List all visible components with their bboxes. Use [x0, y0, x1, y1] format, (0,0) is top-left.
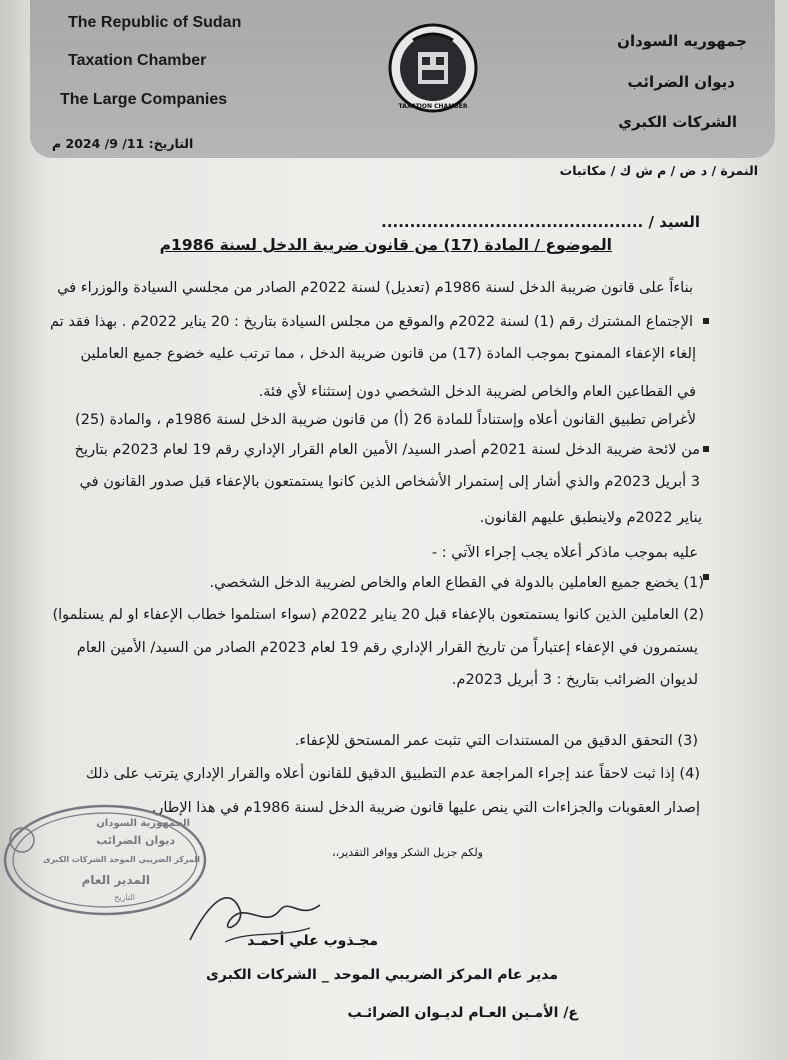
ar-taxation-chamber: ديوان الضرائب	[627, 73, 735, 91]
ar-large-companies: الشركات الكبري	[618, 113, 737, 131]
body-line: إلغاء الإعفاء الممنوح بموجب المادة (17) من قانون ضريبة الدخل ، مما ترتب عليه خضوع جميع العاملين	[80, 346, 696, 362]
list-item-1: (1) يخضع جميع العاملين بالدولة في القطاع العام والخاص لضريبة الدخل الشخصي.	[209, 575, 704, 591]
closing: ولكم جزيل الشكر ووافر التقدير،،	[332, 846, 483, 859]
body-line: يناير 2022م ولاينطبق عليهم القانون.	[479, 510, 702, 526]
subject-line: الموضوع / المادة (17) من قانون ضريبة الدخل لسنة 1986م	[159, 236, 612, 254]
stamp-text: ديوان الضرائب	[96, 834, 175, 847]
signatory-name: مجـذوب علي أحمـد	[247, 933, 378, 949]
reference-number: النمرة / د ض / م ش ك / مكاتبات	[559, 163, 758, 178]
body-line: لأغراض تطبيق القانون أعلاه وإستناداً للمادة 26 (أ) من قانون ضريبة الدخل لسنة 1986م ، والمادة (25)	[75, 412, 696, 428]
body-line: الإجتماع المشترك رقم (1) لسنة 2022م والموقع من مجلس السيادة بتاريخ : 20 يناير 2022م . بهذا فقد تم	[50, 314, 693, 330]
signatory-for: ع/ الأمـين العـام لديـوان الضرائـب	[347, 1005, 578, 1021]
ar-republic: جمهوريه السودان	[617, 32, 747, 50]
en-taxation-chamber: Taxation Chamber	[68, 52, 207, 69]
en-large-companies: The Large Companies	[60, 91, 228, 108]
date-line: التاريخ: 11/ 9/ 2024 م	[52, 136, 194, 151]
body-line: يستمرون في الإعفاء إعتباراً من تاريخ القرار الإداري رقم 19 لعام 2023م الصادر من السيد/ الأمين العام	[76, 640, 698, 656]
body-line: عليه بموجب ماذكر أعلاه يجب إجراء الآتي : -	[431, 545, 698, 561]
stamp-text: الجمهورية السودان	[96, 818, 190, 829]
body-line: في القطاعين العام والخاص لضريبة الدخل الشخصي دون إستثناء لأي فئة.	[258, 384, 696, 400]
taxation-chamber-logo	[388, 22, 478, 114]
stamp-text: المركز الضريبي الموحد الشركات الكبرى	[43, 855, 200, 864]
list-item-3: (3) التحقق الدقيق من المستندات التي تثبت عمر المستحق للإعفاء.	[294, 733, 698, 749]
list-item-4: (4) إذا ثبت لاحقاً عند إجراء المراجعة عدم التطبيق الدقيق للقانون أعلاه والقرار الإداري يترتب على ذلك	[85, 766, 700, 782]
logo-caption: TAXATION CHAMBER	[398, 103, 468, 110]
signatory-title: مدير عام المركز الضريبي الموحد _ الشركات الكبرى	[206, 967, 558, 983]
body-line: لديوان الضرائب بتاريخ : 3 أبريل 2023م.	[451, 672, 698, 688]
en-republic: The Republic of Sudan	[68, 14, 242, 31]
body-line: 3 أبريل 2023م والذي أشار إلى إستمرار الأشخاص الذين كانوا يستمتعون بالإعفاء قبل صدور القانون في	[79, 474, 700, 490]
body-line: بناءاً على قانون ضريبة الدخل لسنة 1986م (تعديل) لسنة 2022م الصادر من مجلسي السيادة والوزراء في	[57, 280, 693, 296]
salutation: السيد / ..............................................	[381, 213, 700, 231]
body-line: إصدار العقوبات والجزاءات التي ينص عليها قانون ضريبة الدخل لسنة 1986م في هذا الإطار.	[151, 800, 700, 816]
stamp-text: المدير العام	[81, 873, 150, 887]
bullet	[703, 446, 709, 452]
bullet	[703, 318, 709, 324]
stamp-text: التاريخ	[114, 893, 135, 902]
body-line: من لائحة ضريبة الدخل لسنة 2021م أصدر السيد/ الأمين العام القرار الإداري رقم 19 لعام 2023م بتاريخ	[74, 442, 700, 458]
list-item-2: (2) العاملين الذين كانوا يستمتعون بالإعفاء قبل 20 يناير 2022م (سواء استلموا خطاب الإعفاء او لم يستلموا)	[52, 607, 704, 623]
letterhead-band	[30, 0, 775, 158]
